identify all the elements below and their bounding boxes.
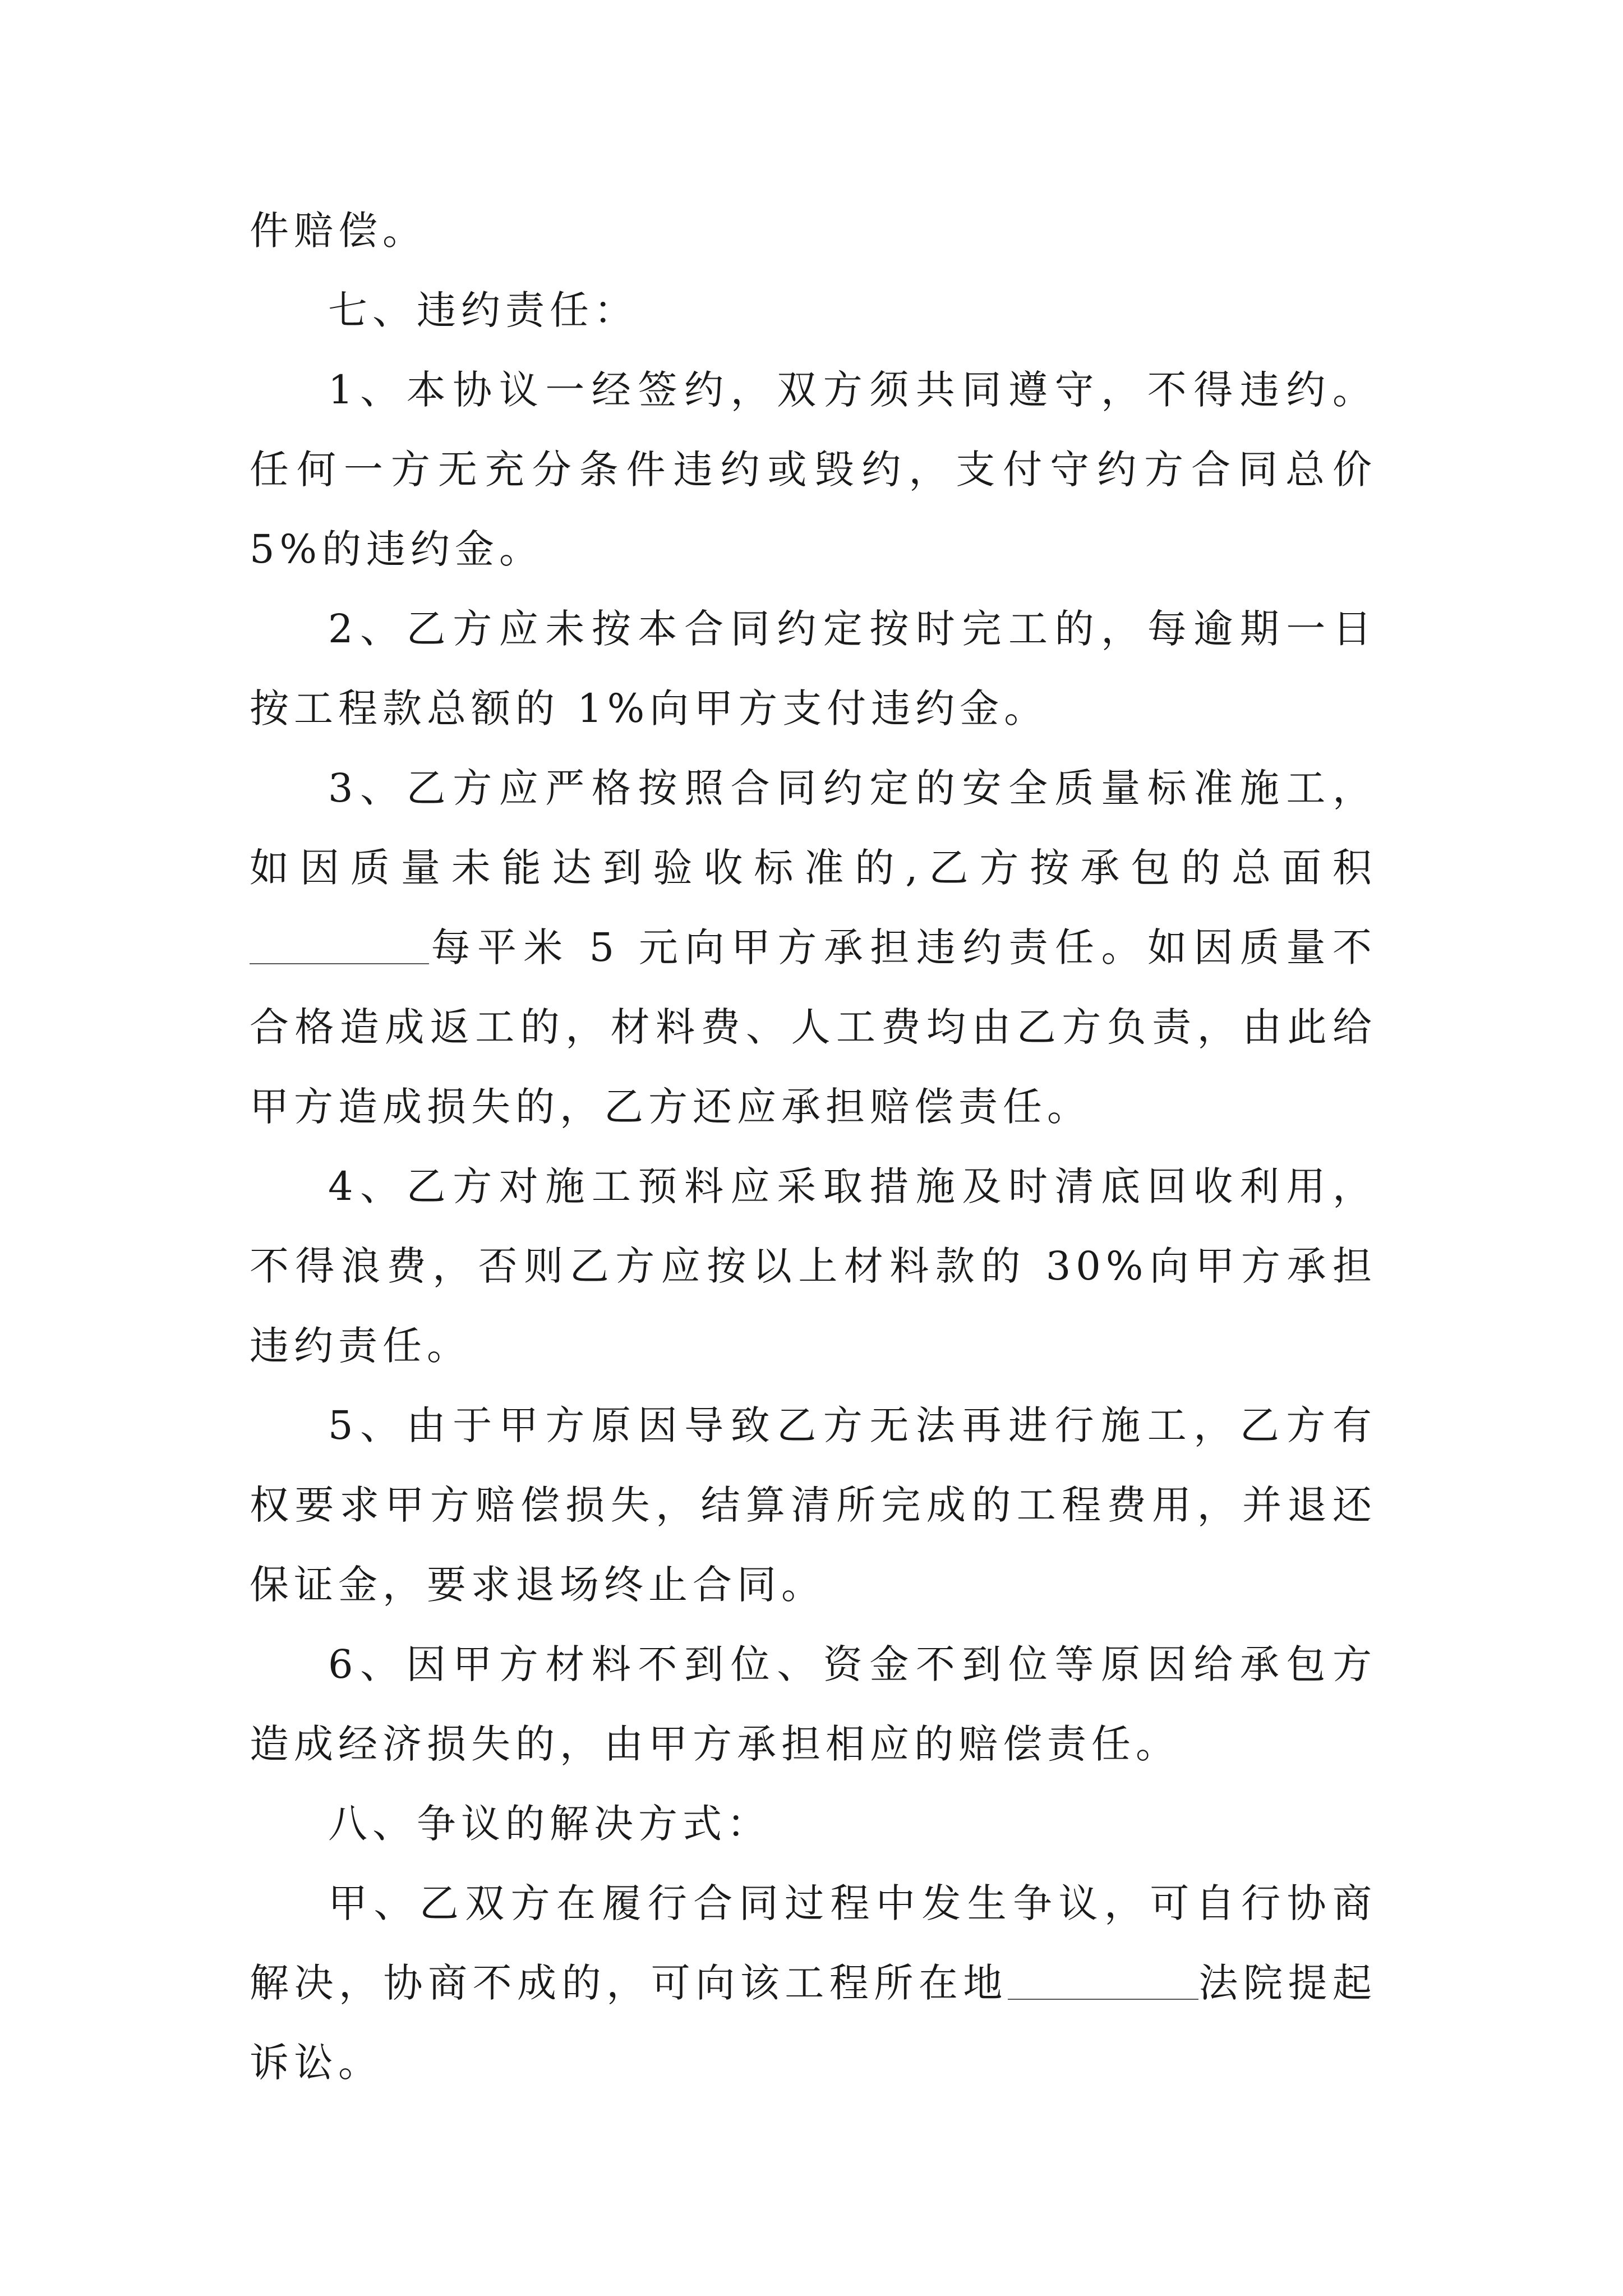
section7-item-3 [250, 748, 1377, 1147]
section7-heading: 七、违约责任： [328, 287, 638, 333]
total-area-blank [250, 924, 429, 964]
court-location-blank [1008, 1959, 1198, 2000]
section7-item-3-text-b: 每平米 5 元向甲方承担违约责任。如因质量不合格造成返工的，材料费、人工费均由乙方负责，由此给甲方造成损失的，乙方还应承担赔偿责任。 [250, 924, 1377, 1130]
section7-item-4: 4、乙方对施工预料应采取措施及时清底回收利用，不得浪费，否则乙方应按以上材料款的 30%向甲方承担违约责任。 [250, 1163, 1377, 1369]
continuation-paragraph: 件赔偿。 [250, 208, 427, 254]
section8-paragraph [250, 1864, 1377, 2102]
section8-text-b: 法院提起诉讼。 [250, 1960, 1377, 2086]
document-body [250, 191, 1377, 2102]
section7-item-6: 6、因甲方材料不到位、资金不到位等原因给承包方造成经济损失的，由甲方承担相应的赔偿责任。 [250, 1641, 1377, 1767]
section8-text-a: 甲、乙双方在履行合同过程中发生争议，可自行协商解决，协商不成的，可向该工程所在地 [250, 1880, 1377, 2006]
section8-heading: 八、争议的解决方式： [328, 1801, 771, 1847]
section7-item-2: 2、乙方应未按本合同约定按时完工的，每逾期一日按工程款总额的 1%向甲方支付违约金。 [250, 606, 1377, 731]
section7-item-5: 5、由于甲方原因导致乙方无法再进行施工，乙方有权要求甲方赔偿损失，结算清所完成的工程费用，并退还保证金，要求退场终止合同。 [250, 1402, 1377, 1608]
section7-item-3-text-a: 3、乙方应严格按照合同约定的安全质量标准施工，如因质量未能达到验收标准的,乙方按承包的总面积 [250, 765, 1377, 891]
section7-item-1: 1、本协议一经签约，双方须共同遵守，不得违约。任何一方无充分条件违约或毁约，支付守约方合同总价 5%的违约金。 [250, 367, 1377, 572]
